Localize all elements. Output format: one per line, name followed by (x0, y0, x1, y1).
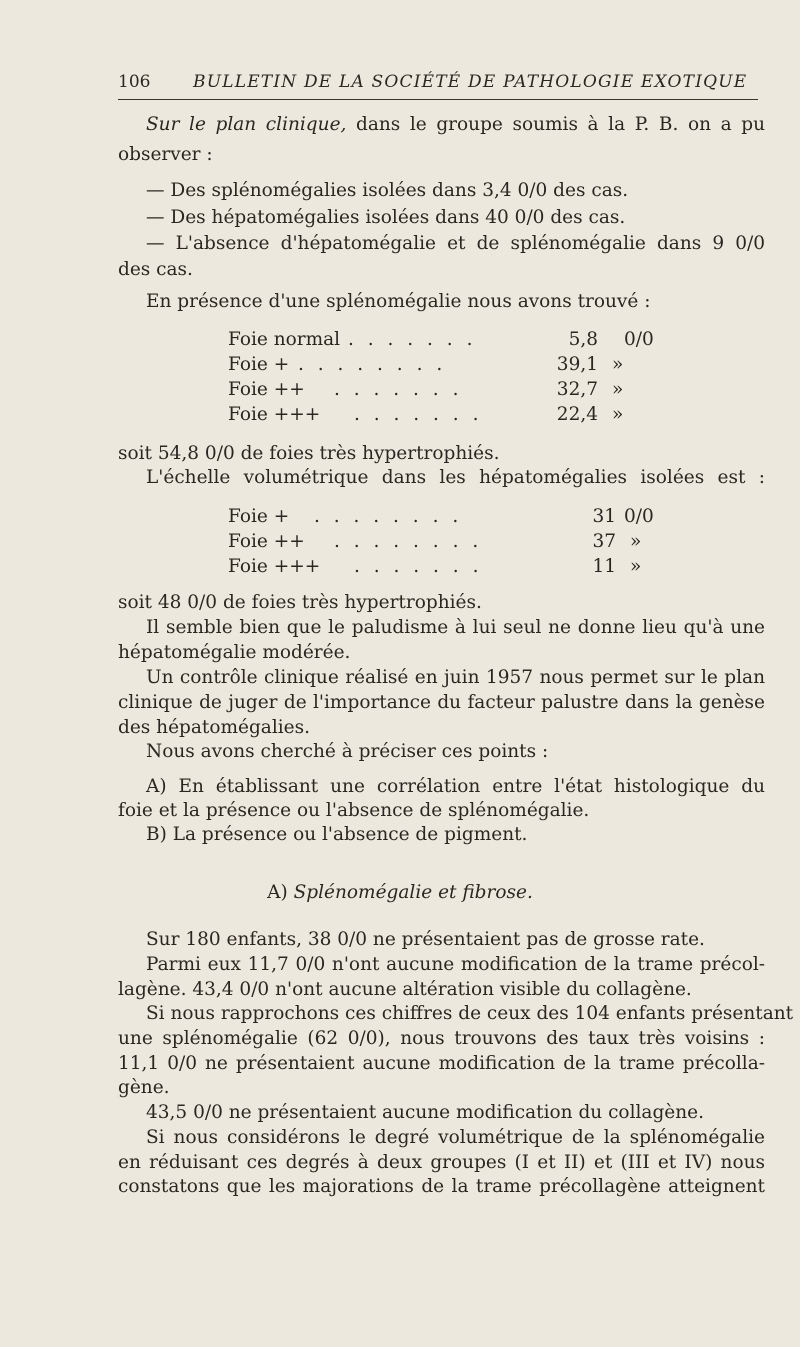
body-line: Parmi eux 11,7 0/0 n'ont aucune modification de la trame précol- (146, 954, 765, 975)
intro-line-2: observer : (118, 144, 213, 165)
table-row-unit: » (612, 379, 624, 400)
table-row-value: 11 (592, 556, 616, 577)
finding-3: — L'absence d'hépatomégalie et de splénomégalie dans 9 0/0 (146, 233, 765, 254)
body-line: 43,5 0/0 ne présentaient aucune modification du collagène. (146, 1102, 704, 1123)
table-row-label: Foie + (228, 354, 290, 375)
table-row-value: 32,7 (556, 379, 598, 400)
table-row-value: 31 (592, 506, 616, 527)
table-row-unit: » (612, 404, 624, 425)
finding-2: — Des hépatomégalies isolées dans 40 0/0 des cas. (146, 207, 626, 228)
summary-2: soit 48 0/0 de foies très hypertrophiés. (118, 592, 482, 613)
spleno-intro: En présence d'une splénomégalie nous avons trouvé : (146, 291, 651, 312)
points-intro: Nous avons cherché à préciser ces points : (146, 741, 549, 762)
running-title: BULLETIN DE LA SOCIÉTÉ DE PATHOLOGIE EXOTIQUE (193, 72, 748, 92)
table-row-dots: . . . . . . . (334, 379, 463, 400)
para-a-line-2: hépatomégalie modérée. (118, 642, 351, 663)
table-row-value: 37 (592, 531, 616, 552)
table-row-unit: » (630, 531, 642, 552)
section-title: Splénomégalie et fibrose. (293, 882, 533, 903)
finding-3-cont: des cas. (118, 259, 193, 280)
body-line: gène. (118, 1077, 170, 1098)
finding-1: — Des splénomégalies isolées dans 3,4 0/0 des cas. (146, 180, 629, 201)
section-heading (0, 882, 800, 903)
para-b-line-1: Un contrôle clinique réalisé en juin 1957 nous permet sur le plan (146, 667, 765, 688)
intro-lead-italic: Sur le plan clinique, (146, 114, 347, 135)
point-a-line-1: A) En établissant une corrélation entre l'état histologique du (146, 776, 765, 797)
table-row-unit: 0/0 (624, 506, 654, 527)
table-row-value: 5,8 (568, 329, 598, 350)
table-row-label: Foie +++ (228, 404, 321, 425)
section-prefix: A) (267, 882, 288, 903)
table-row-value: 39,1 (556, 354, 598, 375)
table-row-dots: . . . . . . . (348, 329, 477, 350)
body-line: en réduisant ces degrés à deux groupes (I et II) et (III et IV) nous (118, 1152, 765, 1173)
para-b-line-3: des hépatomégalies. (118, 717, 310, 738)
intro-line-1 (146, 114, 765, 135)
table-row-unit: 0/0 (624, 329, 654, 350)
body-line: Si nous rapprochons ces chiffres de ceux des 104 enfants présentant (146, 1003, 794, 1024)
para-b-line-2: clinique de juger de l'importance du facteur palustre dans la genèse (118, 692, 765, 713)
table-row-label: Foie + (228, 506, 290, 527)
page-number: 106 (118, 72, 151, 92)
table-row-label: Foie normal (228, 329, 341, 350)
body-line: une splénomégalie (62 0/0), nous trouvons des taux très voisins : (118, 1028, 765, 1049)
table-row-dots: . . . . . . . . (334, 531, 483, 552)
body-line: constatons que les majorations de la trame précollagène atteignent (118, 1176, 765, 1197)
table-row-dots: . . . . . . . . (314, 506, 463, 527)
point-b: B) La présence ou l'absence de pigment. (146, 824, 528, 845)
para-a-line-1: Il semble bien que le paludisme à lui seul ne donne lieu qu'à une (146, 617, 765, 638)
table-row-label: Foie ++ (228, 531, 305, 552)
table-row-dots: . . . . . . . (354, 404, 483, 425)
table-row-dots: . . . . . . . . (298, 354, 447, 375)
body-line: Si nous considérons le degré volumétrique de la splénomégalie (146, 1127, 765, 1148)
table-row-label: Foie ++ (228, 379, 305, 400)
table-row-label: Foie +++ (228, 556, 321, 577)
table-row-unit: » (612, 354, 624, 375)
summary-1: soit 54,8 0/0 de foies très hypertrophiés. (118, 443, 500, 464)
table-row-unit: » (630, 556, 642, 577)
header-rule (118, 99, 758, 100)
intro-line-1-rest: dans le groupe soumis à la P. B. on a pu (346, 114, 765, 135)
body-line: Sur 180 enfants, 38 0/0 ne présentaient pas de grosse rate. (146, 929, 705, 950)
body-line: lagène. 43,4 0/0 n'ont aucune altération visible du collagène. (118, 979, 692, 1000)
table-row-value: 22,4 (556, 404, 598, 425)
point-a-line-2: foie et la présence ou l'absence de splénomégalie. (118, 800, 590, 821)
scale-intro: L'échelle volumétrique dans les hépatomégalies isolées est : (146, 467, 765, 488)
table-row-dots: . . . . . . . (354, 556, 483, 577)
body-line: 11,1 0/0 ne présentaient aucune modification de la trame précolla- (118, 1053, 765, 1074)
page-header (118, 72, 758, 98)
